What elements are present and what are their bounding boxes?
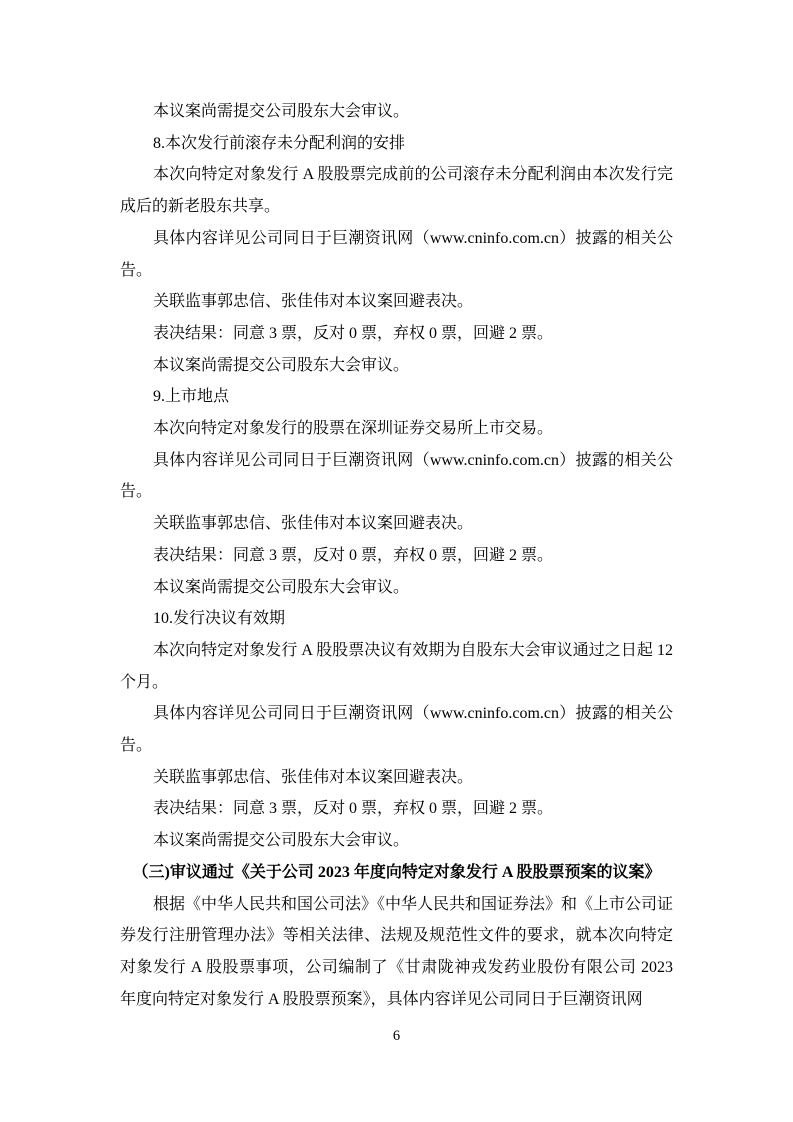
- paragraph: 本议案尚需提交公司股东大会审议。: [153, 832, 410, 850]
- paragraph: 表决结果：同意 3 票，反对 0 票，弃权 0 票，回避 2 票。: [153, 324, 554, 342]
- paragraph: 本议案尚需提交公司股东大会审议。: [153, 578, 410, 596]
- paragraph: 具体内容详见公司同日于巨潮资讯网（www.cninfo.com.cn）披露的相关公告。: [120, 229, 673, 279]
- paragraph: 具体内容详见公司同日于巨潮资讯网（www.cninfo.com.cn）披露的相关公告。: [120, 705, 673, 755]
- paragraph: 8.本次发行前滚存未分配利润的安排: [153, 134, 406, 152]
- paragraph: 根据《中华人民共和国公司法》《中华人民共和国证券法》和《上市公司证券发行注册管理办法》等相关法律、法规及规范性文件的要求，就本次向特定对象发行 A 股股票事项，公司编制了《甘肃陇神戎发药业股份有限公司 2023 年度向特定对象发行 A 股股票预案》，具体内容详见公司同日于巨潮资讯网: [120, 895, 674, 1008]
- page-footer: [0, 1026, 793, 1046]
- paragraph: 表决结果：同意 3 票，反对 0 票，弃权 0 票，回避 2 票。: [153, 800, 554, 818]
- paragraph: 表决结果：同意 3 票，反对 0 票，弃权 0 票，回避 2 票。: [153, 546, 554, 564]
- paragraph: 本次向特定对象发行 A 股股票完成前的公司滚存未分配利润由本次发行完成后的新老股东共享。: [120, 166, 673, 216]
- paragraph: 关联监事郭忠信、张佳伟对本议案回避表决。: [153, 293, 474, 311]
- paragraph: 9.上市地点: [153, 388, 230, 406]
- document-body: [120, 96, 673, 1015]
- paragraph: 本次向特定对象发行 A 股股票决议有效期为自股东大会审议通过之日起 12 个月。: [120, 641, 673, 691]
- paragraph: 具体内容详见公司同日于巨潮资讯网（www.cninfo.com.cn）披露的相关公告。: [120, 451, 673, 501]
- page-number: 6: [392, 1028, 401, 1044]
- paragraph: 本议案尚需提交公司股东大会审议。: [153, 356, 410, 374]
- paragraph: 关联监事郭忠信、张佳伟对本议案回避表决。: [153, 515, 474, 533]
- paragraph: 10.发行决议有效期: [153, 610, 286, 628]
- paragraph: 本议案尚需提交公司股东大会审议。: [153, 103, 410, 120]
- paragraph: 本次向特定对象发行的股票在深圳证券交易所上市交易。: [153, 420, 554, 438]
- paragraph: 关联监事郭忠信、张佳伟对本议案回避表决。: [153, 768, 474, 786]
- section-heading: （三)审议通过《关于公司 2023 年度向特定对象发行 A 股股票预案的议案》: [132, 863, 661, 881]
